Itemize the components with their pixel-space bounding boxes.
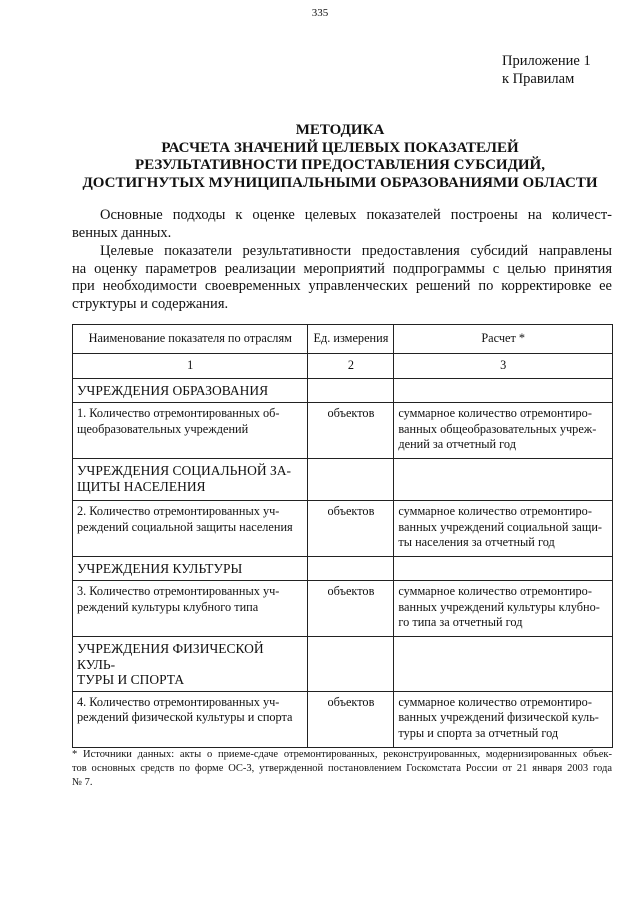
text-line: венных данных. (72, 224, 172, 241)
page-number: 335 (311, 7, 329, 19)
paragraph-2 (72, 243, 612, 313)
text-line: на оценку параметров реализации мероприятий подпрограммы с целью принятия (72, 260, 612, 277)
calculation-cell (394, 501, 613, 557)
column-number: 2 (308, 354, 394, 379)
cell-line: ванных учреждений социальной защи- (398, 519, 603, 534)
calculation-cell (394, 379, 613, 403)
header-cell: Расчет * (394, 325, 613, 354)
appendix-line: Приложение 1 (502, 53, 591, 69)
table-row (73, 403, 613, 459)
calculation-cell (394, 581, 613, 637)
calculation-cell (394, 557, 613, 581)
cell-line: ванных учреждений культуры клубно- (398, 599, 600, 614)
unit-cell (308, 637, 394, 692)
cell-line: ТУРЫ И СПОРТА (77, 672, 185, 687)
text-line: Основные подходы к оценке целевых показателей построены на количест- (100, 207, 612, 223)
unit-cell: объектов (308, 691, 394, 747)
table-header-row (73, 325, 613, 354)
cell-line: ванных общеобразовательных учреж- (398, 421, 597, 436)
cell-line: суммарное количество отремонтиро- (398, 694, 592, 709)
cell-line: 3. Количество отремонтированных уч- (77, 584, 280, 598)
column-number: 1 (73, 354, 308, 379)
section-name-cell (73, 459, 308, 501)
cell-line: ты населения за отчетный год (398, 535, 555, 549)
cell-line: УЧРЕЖДЕНИЯ СОЦИАЛЬНОЙ ЗА- (77, 463, 292, 478)
cell-line: суммарное количество отремонтиро- (398, 504, 592, 518)
calculation-cell (394, 637, 613, 692)
section-row (73, 459, 613, 501)
indicator-name-cell (73, 691, 308, 747)
unit-cell: объектов (308, 581, 394, 637)
indicator-name-cell (73, 403, 308, 459)
cell-line: суммарное количество отремонтиро- (398, 584, 592, 598)
paragraph-1 (72, 207, 612, 242)
table-row (73, 581, 613, 637)
footnote-line: № 7. (72, 777, 93, 788)
section-name-cell (73, 379, 308, 403)
calculation-cell (394, 459, 613, 501)
unit-cell: объектов (308, 501, 394, 557)
calculation-cell (394, 691, 613, 747)
table-row (73, 501, 613, 557)
indicator-name-cell (73, 581, 308, 637)
title-line: РАСЧЕТА ЗНАЧЕНИЙ ЦЕЛЕВЫХ ПОКАЗАТЕЛЕЙ (161, 139, 519, 156)
indicator-name-cell (73, 501, 308, 557)
cell-line: ЩИТЫ НАСЕЛЕНИЯ (77, 478, 206, 494)
cell-line: 1. Количество отремонтированных об- (77, 406, 280, 420)
footnote-line: тов основных средств по форме ОС-3, утвержденной постановлением Госкомстата России от 21 января 2003 года (72, 763, 612, 774)
title-line: ДОСТИГНУТЫХ МУНИЦИПАЛЬНЫМИ ОБРАЗОВАНИЯМИ ОБЛАСТИ (82, 174, 598, 191)
indicators-table (72, 324, 613, 748)
cell-line: 4. Количество отремонтированных уч- (77, 694, 280, 709)
section-name-cell (73, 557, 308, 581)
cell-line: УЧРЕЖДЕНИЯ ФИЗИЧЕСКОЙ КУЛЬ- (77, 641, 264, 672)
appendix-line: к Правилам (502, 71, 575, 87)
title-line: МЕТОДИКА (295, 122, 385, 138)
cell-line: дений за отчетный год (398, 437, 516, 451)
table-row (73, 691, 613, 747)
column-number: 3 (394, 354, 613, 379)
footnote (72, 748, 612, 790)
footnote-line: * Источники данных: акты о приеме-сдаче отремонтированных, реконструированных, модернизированных объек- (72, 749, 612, 760)
cell-line: щеобразовательных учреждений (77, 421, 249, 436)
calculation-cell (394, 403, 613, 459)
document-title (40, 122, 640, 192)
title-line: РЕЗУЛЬТАТИВНОСТИ ПРЕДОСТАВЛЕНИЯ СУБСИДИЙ, (135, 157, 545, 173)
cell-line: УЧРЕЖДЕНИЯ ОБРАЗОВАНИЯ (77, 383, 269, 398)
text-line: структуры и содержания. (72, 295, 229, 312)
unit-cell: объектов (308, 403, 394, 459)
cell-line: го типа за отчетный год (398, 615, 523, 629)
column-number-row (73, 354, 613, 379)
cell-line: туры и спорта за отчетный год (398, 725, 559, 740)
text-line: при необходимости своевременных управленческих решений по корректировке ее (72, 278, 612, 294)
cell-line: реждений социальной защиты населения (77, 519, 293, 534)
cell-line: УЧРЕЖДЕНИЯ КУЛЬТУРЫ (77, 561, 243, 576)
header-cell: Ед. измерения (308, 325, 394, 354)
header-cell: Наименование показателя по отраслям (73, 325, 308, 354)
unit-cell (308, 379, 394, 403)
section-row (73, 379, 613, 403)
unit-cell (308, 557, 394, 581)
unit-cell (308, 459, 394, 501)
section-name-cell (73, 637, 308, 692)
cell-line: реждений физической культуры и спорта (77, 710, 293, 724)
cell-line: реждений культуры клубного типа (77, 599, 259, 614)
cell-line: суммарное количество отремонтиро- (398, 406, 592, 420)
section-row (73, 557, 613, 581)
cell-line: 2. Количество отремонтированных уч- (77, 504, 280, 518)
appendix-label (502, 52, 591, 88)
cell-line: ванных учреждений физической куль- (398, 710, 599, 724)
section-row (73, 637, 613, 692)
text-line: Целевые показатели результативности предоставления субсидий направлены (100, 243, 612, 259)
